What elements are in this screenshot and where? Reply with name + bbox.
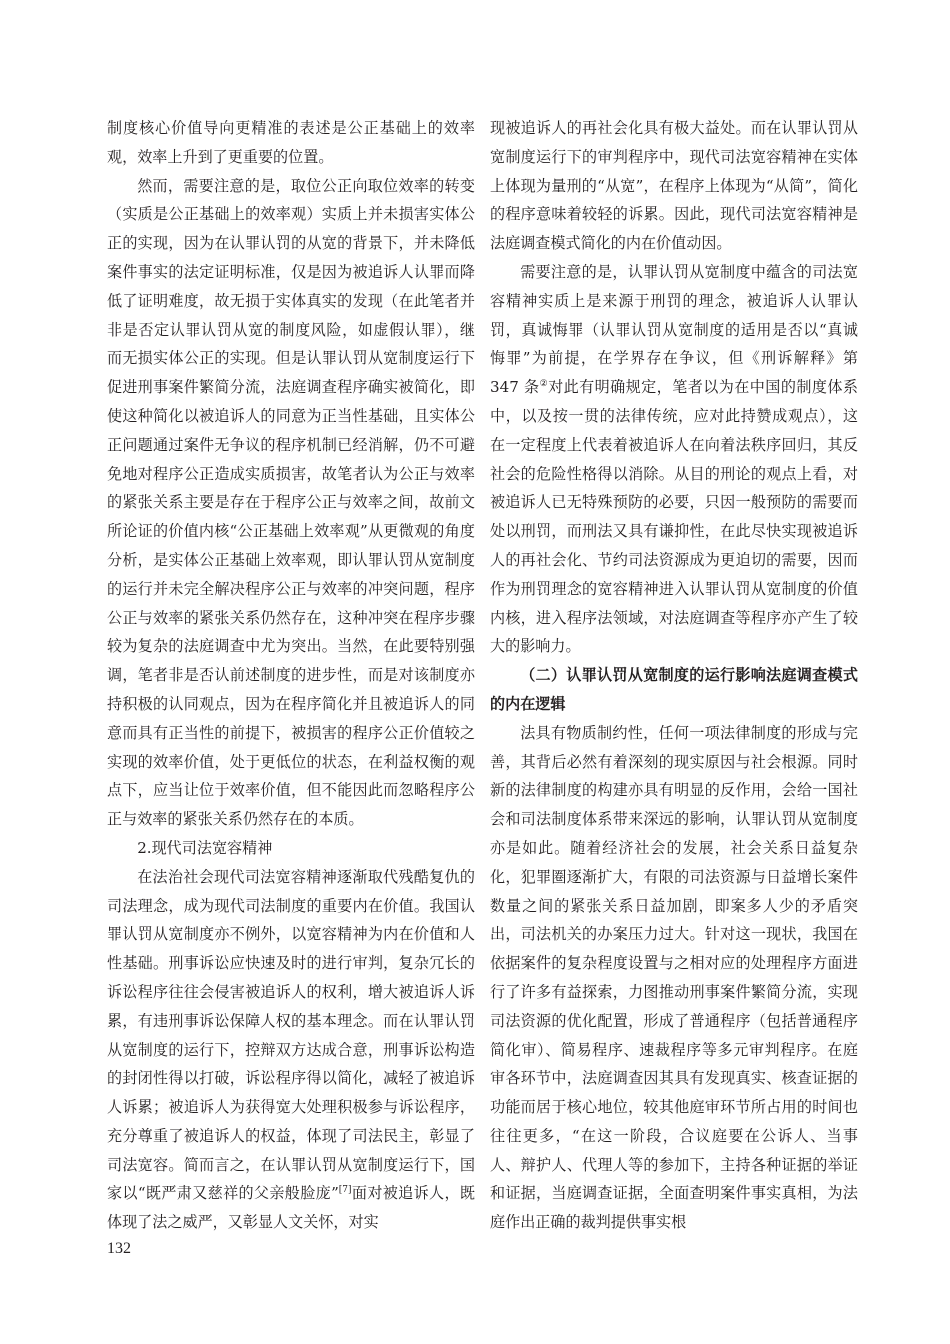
left-column: [107, 114, 475, 1237]
left-paragraph-3-text-b: 面对被追诉人，既体现了法之威严，又彰显人文关怀，对实: [107, 1184, 475, 1232]
section-title-judicial-tolerance: 2.现代司法宽容精神: [137, 838, 273, 857]
right-paragraph-2-text-a: 需要注意的是，认罪认罚从宽制度中蕴含的司法宽容精神实质上是来源于刑罚的理念，被追诉人认罪认罚，真诚悔罪（认罪认罚从宽制度的适用是否以“真诚悔罪”为前提，在学界存在争议，但《刑诉解释》第 347 条: [490, 262, 858, 397]
subheading-section-2: （二）认罪认罚从宽制度的运行影响法庭调查模式的内在逻辑: [490, 666, 858, 713]
right-paragraph-3: 法具有物质制约性，任何一项法律制度的形成与完善，其背后必然有着深刻的现实原因与社会根源。同时新的法律制度的构建亦具有明显的反作用，会给一国社会和司法制度体系带来深远的影响，认罪认罚从宽制度亦是如此。随着经济社会的发展，社会关系日益复杂化，犯罪圈逐渐扩大，有限的司法资源与日益增长案件数量之间的紧张关系日益加剧，即案多人少的矛盾突出，司法机关的办案压力过大。针对这一现状，我国在依据案件的复杂程度设置与之相对应的处理程序方面进行了许多有益探索，力图推动刑事案件繁简分流，实现司法资源的优化配置，形成了普通程序（包括普通程序简化审）、简易程序、速裁程序等多元审判程序。在庭审各环节中，法庭调查因其具有发现真实、核查证据的功能而居于核心地位，较其他庭审环节所占用的时间也往往更多，“在这一阶段，合议庭要在公诉人、当事人、辩护人、代理人等的参加下，主持各种证据的举证和证据，当庭调查证据，全面查明案件事实真相，为法庭作出正确的裁判提供事实根: [490, 723, 858, 1232]
right-paragraph-1: 现被追诉人的再社会化具有极大益处。而在认罪认罚从宽制度运行下的审判程序中，现代司法宽容精神在实体上体现为量刑的“从宽”，在程序上体现为“从简”，简化的程序意味着较轻的诉累。因此，现代司法宽容精神是法庭调查模式简化的内在价值动因。: [490, 119, 858, 253]
reference-7: [7]: [338, 1185, 352, 1196]
left-paragraph-3: [107, 863, 475, 1237]
left-paragraph-1: 制度核心价值导向更精准的表述是公正基础上的效率观，效率上升到了更重要的位置。: [107, 119, 475, 166]
right-column: [490, 114, 858, 1237]
right-paragraph-2-text-b: 对此有明确规定，笔者以为在中国的制度体系中，以及按一贯的法律传统，应对此持赞成观点），这在一定程度上代表着被追诉人在向着法秩序回归，其反社会的危险性格得以消除。从目的刑论的观点上看，对被追诉人已无特殊预防的必要，只因一般预防的需要而处以刑罚，而刑法又具有谦抑性，在此尽快实现被追诉人的再社会化、节约司法资源成为更迫切的需要，因而作为刑罚理念的宽容精神进入认罪认罚从宽制度的价值内核，进入程序法领域，对法庭调查等程序亦产生了较大的影响力。: [490, 378, 858, 656]
left-paragraph-3-text-a: 在法治社会现代司法宽容精神逐渐取代残酷复仇的司法理念，成为现代司法制度的重要内在价值。我国认罪认罚从宽制度亦不例外，以宽容精神为内在价值和人性基础。刑事诉讼应快速及时的进行审判，复杂冗长的诉讼程序往往会侵害被追诉人的权利，增大被追诉人诉累，有违刑事诉讼保障人权的基本理念。而在认罪认罚从宽制度的运行下，控辩双方达成合意，刑事诉讼构造的封闭性得以打破，诉讼程序得以简化，减轻了被追诉人诉累；被追诉人为获得宽大处理积极参与诉讼程序，充分尊重了被追诉人的权益，体现了司法民主，彰显了司法宽容。简而言之，在认罪认罚从宽制度运行下，国家以“既严肃又慈祥的父亲般脸庞”: [107, 867, 475, 1203]
page-number: 132: [107, 1240, 131, 1257]
left-paragraph-2: 然而，需要注意的是，取位公正向取位效率的转变（实质是公正基础上的效率观）实质上并未损害实体公正的实现，因为在认罪认罚的从宽的背景下，并未降低案件事实的法定证明标准，仅是因为被追诉人认罪而降低了证明难度，故无损于实体真实的发现（在此笔者并非是否定认罪认罚从宽的制度风险，如虚假认罪），继而无损实体公正的实现。但是认罪认罚从宽制度运行下促进刑事案件繁简分流，法庭调查程序确实被简化，即使这种简化以被追诉人的同意为正当性基础，且实体公正问题通过案件无争议的程序机制已经消解，仍不可避免地对程序公正造成实质损害，故笔者认为公正与效率的紧张关系主要是存在于程序公正与效率之间，故前文所论证的价值内核“公正基础上效率观”从更微观的角度分析，是实体公正基础上效率观，即认罪认罚从宽制度的运行并未完全解决程序公正与效率的冲突问题，程序公正与效率的紧张关系仍然存在，这种冲突在程序步骤较为复杂的法庭调查中尤为突出。当然，在此要特别强调，笔者非是否认前述制度的进步性，而是对该制度亦持积极的认同观点，因为在程序简化并且被追诉人的同意而具有正当性的前提下，被损害的程序公正价值较之实现的效率价值，处于更低位的状态，在利益权衡的观点下，应当让位于效率价值，但不能因此而忽略程序公正与效率的紧张关系仍然存在的本质。: [107, 176, 475, 829]
right-paragraph-2: [490, 258, 858, 661]
footnote-2: ②: [539, 379, 549, 390]
